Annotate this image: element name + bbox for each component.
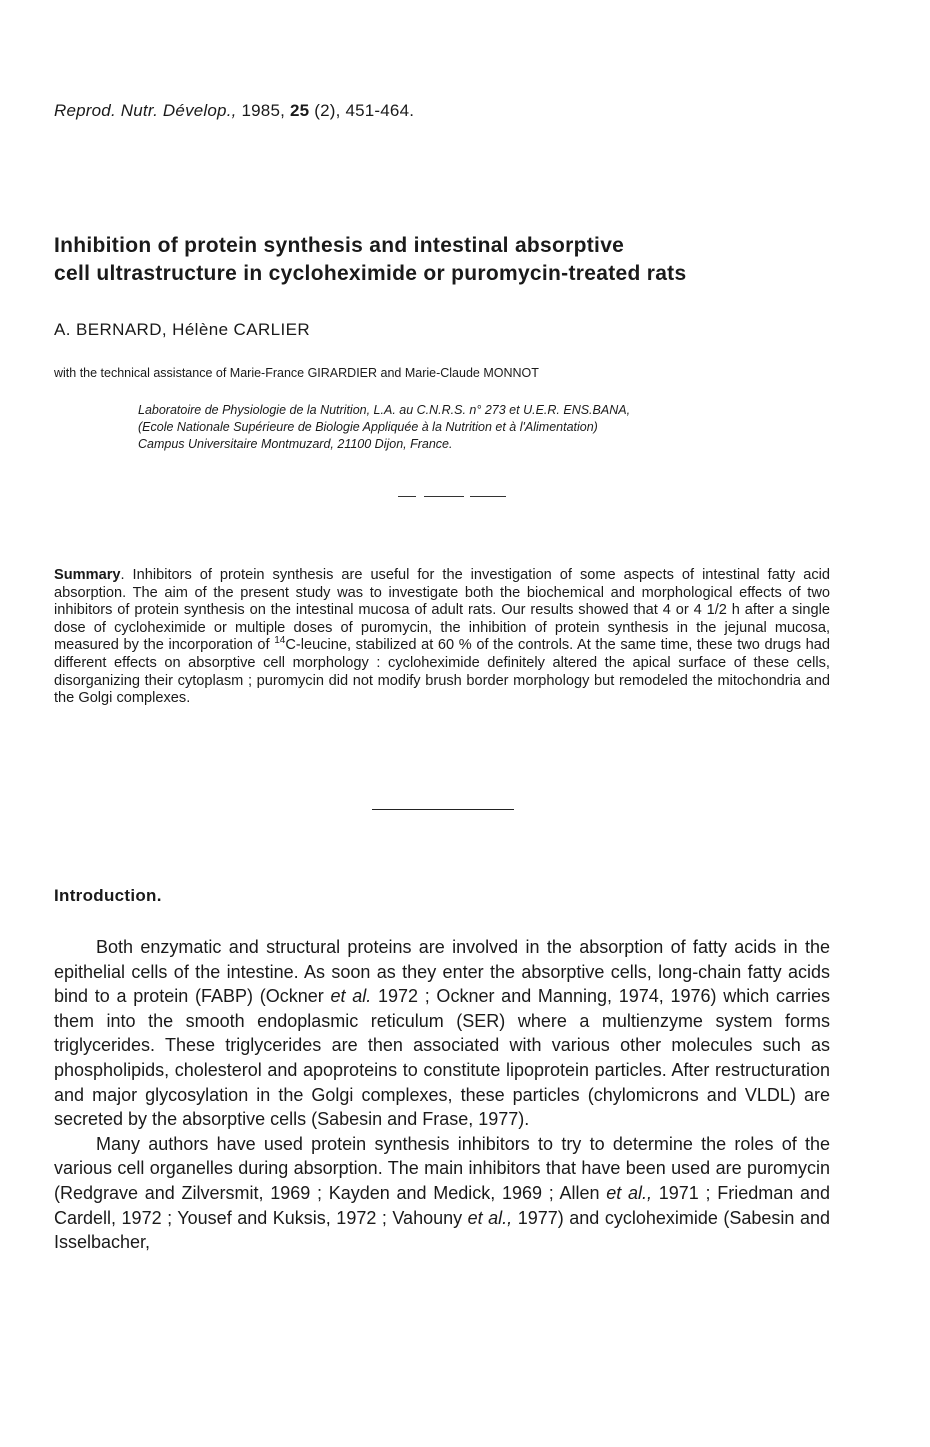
title-line-2: cell ultrastructure in cycloheximide or puromycin-treated rats xyxy=(54,262,687,285)
isotope-superscript: 14 xyxy=(274,635,286,647)
ornament-divider-center xyxy=(424,496,464,497)
journal-issue-pages: (2), 451-464. xyxy=(314,101,415,120)
introduction-heading: Introduction. xyxy=(54,886,162,905)
journal-volume: 25 xyxy=(289,101,310,120)
affiliation-line-1: Laboratoire de Physiologie de la Nutrition, L.A. au C.N.R.S. n° 273 et U.E.R. ENS.BANA, xyxy=(138,403,631,417)
journal-citation xyxy=(54,101,414,121)
authors: A. BERNARD, Hélène CARLIER xyxy=(54,320,311,339)
p2-text-b: 1971 ; Friedman and Cardell, 1972 ; Yousef and Kuksis, 1972 ; Vahouny xyxy=(54,1182,830,1228)
affiliation xyxy=(138,402,858,453)
journal-year: 1985, xyxy=(241,101,286,120)
summary xyxy=(54,567,830,708)
paragraph-2 xyxy=(54,1132,830,1255)
p2-text-a: Many authors have used protein synthesis inhibitors to try to determine the roles of the various cell organelles during absorption. The main inhibitors that have been used are puromycin (Redgrave and Zilversmit, 1969 ; Kayden and Medick, 1969 ; Allen xyxy=(54,1133,830,1203)
ornament-divider-right xyxy=(470,496,506,497)
introduction-body xyxy=(54,935,830,1255)
p1-text-a: Both enzymatic and structural proteins are involved in the absorption of fatty acids in the epithelial cells of the intestine. As soon as they enter the absorptive cells, long-chain fatty acids bind to a protein (FABP) (Ockner xyxy=(54,937,830,1007)
affiliation-line-2: (Ecole Nationale Supérieure de Biologie Appliquée à la Nutrition et à l'Alimentation) xyxy=(138,420,598,434)
summary-label: Summary xyxy=(54,567,121,583)
article-title xyxy=(54,232,874,288)
affiliation-line-3: Campus Universitaire Montmuzard, 21100 Dijon, France. xyxy=(138,437,453,451)
section-divider xyxy=(372,809,514,810)
p2-et-al-1: et al., xyxy=(606,1182,652,1203)
summary-text-b: C-leucine, stabilized at 60 % of the controls. At the same time, these two drugs had different effects on absorptive cell morphology : cycloheximide definitely altered the apical surface of these cells, disorganizing their cytoplasm ; puromycin did not modify brush border morphology but remodeled the mitochondria and the Golgi complexes. xyxy=(54,637,830,707)
p2-text-c: 1977) and cycloheximide (Sabesin and Isselbacher, xyxy=(54,1207,830,1253)
p2-et-al-2: et al., xyxy=(467,1207,513,1228)
title-line-1: Inhibition of protein synthesis and intestinal absorptive xyxy=(54,234,625,257)
ornament-divider-left xyxy=(398,496,416,497)
p1-et-al: et al. xyxy=(330,986,372,1007)
paragraph-1 xyxy=(54,935,830,1132)
p1-text-b: 1972 ; Ockner and Manning, 1974, 1976) which carries them into the smooth endoplasmic reticulum (SER) where a multienzyme system forms triglycerides. These triglycerides are then associated with various other molecules such as phospholipids, cholesterol and apoproteins to constitute lipoprotein particles. After restructuration and major glycosylation in the Golgi complexes, these particles (chylomicrons and VLDL) are secreted by the absorptive cells (Sabesin and Frase, 1977). xyxy=(54,986,830,1130)
journal-name: Reprod. Nutr. Dévelop., xyxy=(54,101,237,120)
summary-text-a: . Inhibitors of protein synthesis are useful for the investigation of some aspects of intestinal fatty acid absorption. The aim of the present study was to investigate both the biochemical and morphological effects of two inhibitors of protein synthesis on the intestinal mucosa of adult rats. Our results showed that 4 or 4 1/2 h after a single dose of cycloheximide or multiple doses of puromycin, the inhibition of protein synthesis in the jejunal mucosa, measured by the incorporation of xyxy=(54,567,830,654)
technical-assistance: with the technical assistance of Marie-France GIRARDIER and Marie-Claude MONNOT xyxy=(54,366,539,380)
